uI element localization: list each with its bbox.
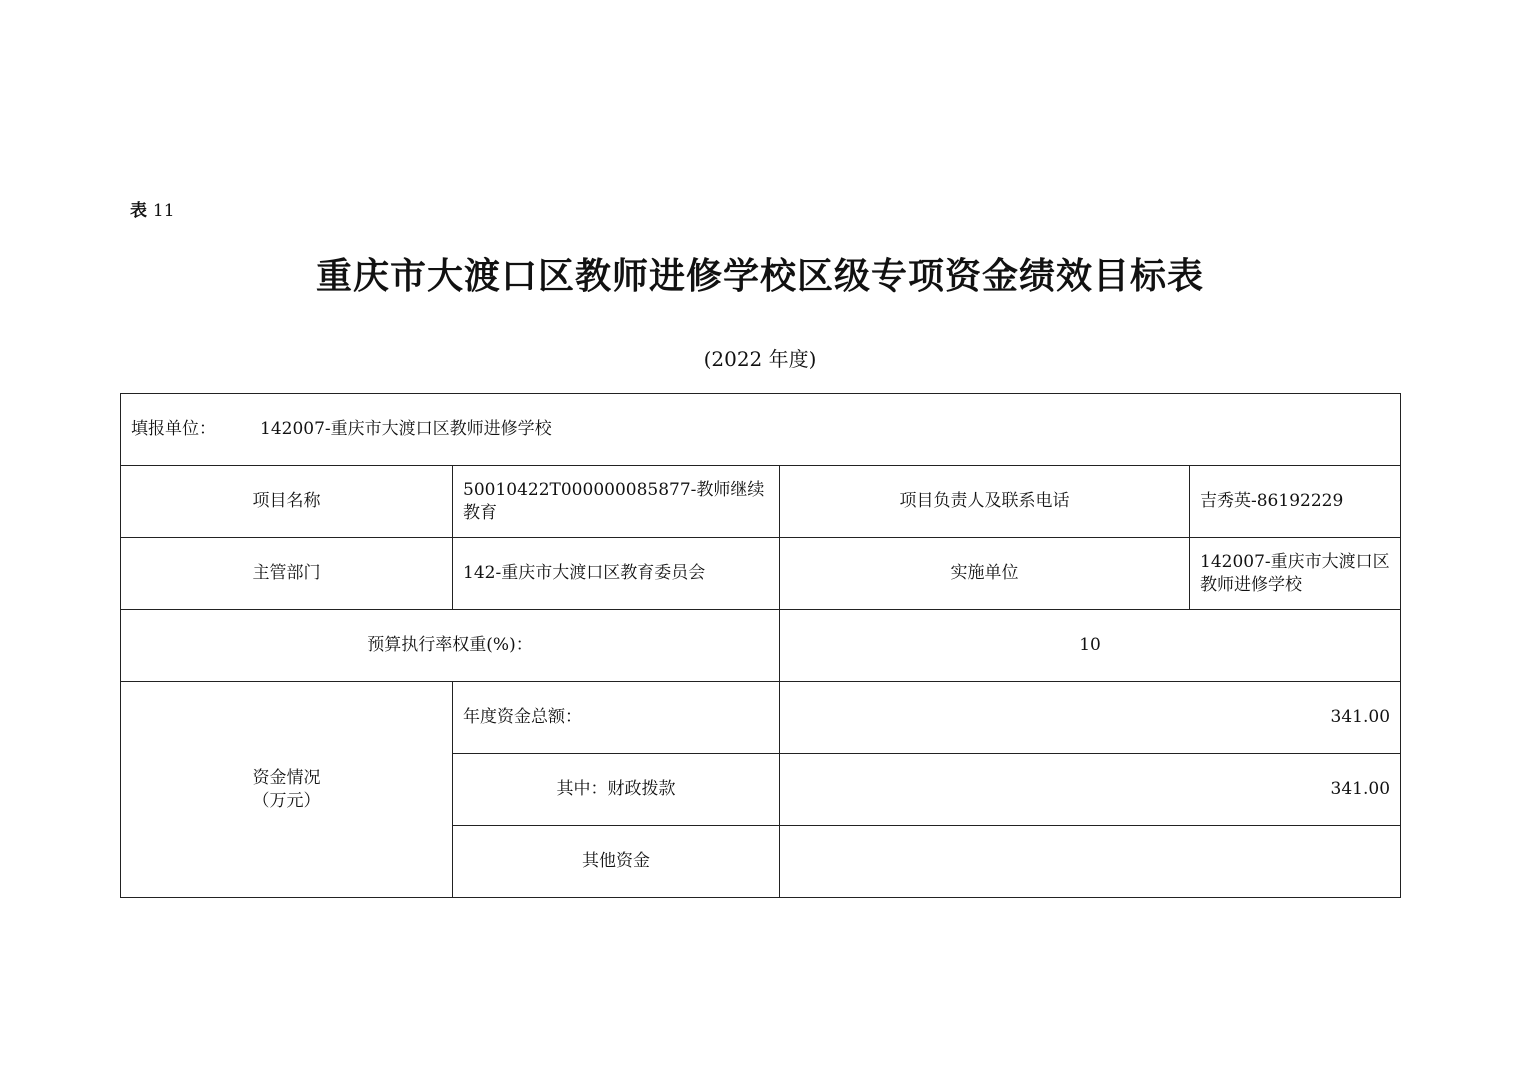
filing-unit-cell <box>121 394 1401 466</box>
performance-target-table <box>120 393 1401 898</box>
impl-unit-value: 142007-重庆市大渡口区教师进修学校 <box>1190 538 1401 610</box>
table-number-value: 11 <box>152 201 175 221</box>
filing-unit-label: 填报单位： <box>131 419 216 439</box>
department-row <box>121 538 1401 610</box>
annual-total-row <box>121 682 1401 754</box>
filing-unit-value: 142007-重庆市大渡口区教师进修学校 <box>260 419 552 439</box>
other-funds-value <box>780 826 1401 898</box>
page-title: 重庆市大渡口区教师进修学校区级专项资金绩效目标表 <box>315 255 1204 297</box>
other-funds-label: 其他资金 <box>453 826 780 898</box>
funds-label <box>121 682 453 898</box>
fiscal-value: 341.00 <box>780 754 1401 826</box>
budget-weight-row <box>121 610 1401 682</box>
project-leader-label: 项目负责人及联系电话 <box>780 466 1190 538</box>
fiscal-year: (2022 年度) <box>703 347 817 371</box>
table-number-label: 表 <box>130 201 147 221</box>
budget-weight-label: 预算执行率权重(%)： <box>121 610 780 682</box>
impl-unit-label: 实施单位 <box>780 538 1190 610</box>
table-number <box>130 196 175 221</box>
funds-label-line2: （万元） <box>252 790 321 811</box>
filing-unit-row <box>121 394 1401 466</box>
dept-value: 142-重庆市大渡口区教育委员会 <box>453 538 780 610</box>
annual-total-label: 年度资金总额： <box>453 682 780 754</box>
funds-label-line1: 资金情况 <box>252 767 321 788</box>
project-leader-value: 吉秀英-86192229 <box>1190 466 1401 538</box>
annual-total-value: 341.00 <box>780 682 1401 754</box>
budget-weight-value: 10 <box>780 610 1401 682</box>
project-row <box>121 466 1401 538</box>
fiscal-label: 其中：财政拨款 <box>453 754 780 826</box>
project-name-label: 项目名称 <box>121 466 453 538</box>
project-name-value: 50010422T000000085877-教师继续教育 <box>453 466 780 538</box>
dept-label: 主管部门 <box>121 538 453 610</box>
